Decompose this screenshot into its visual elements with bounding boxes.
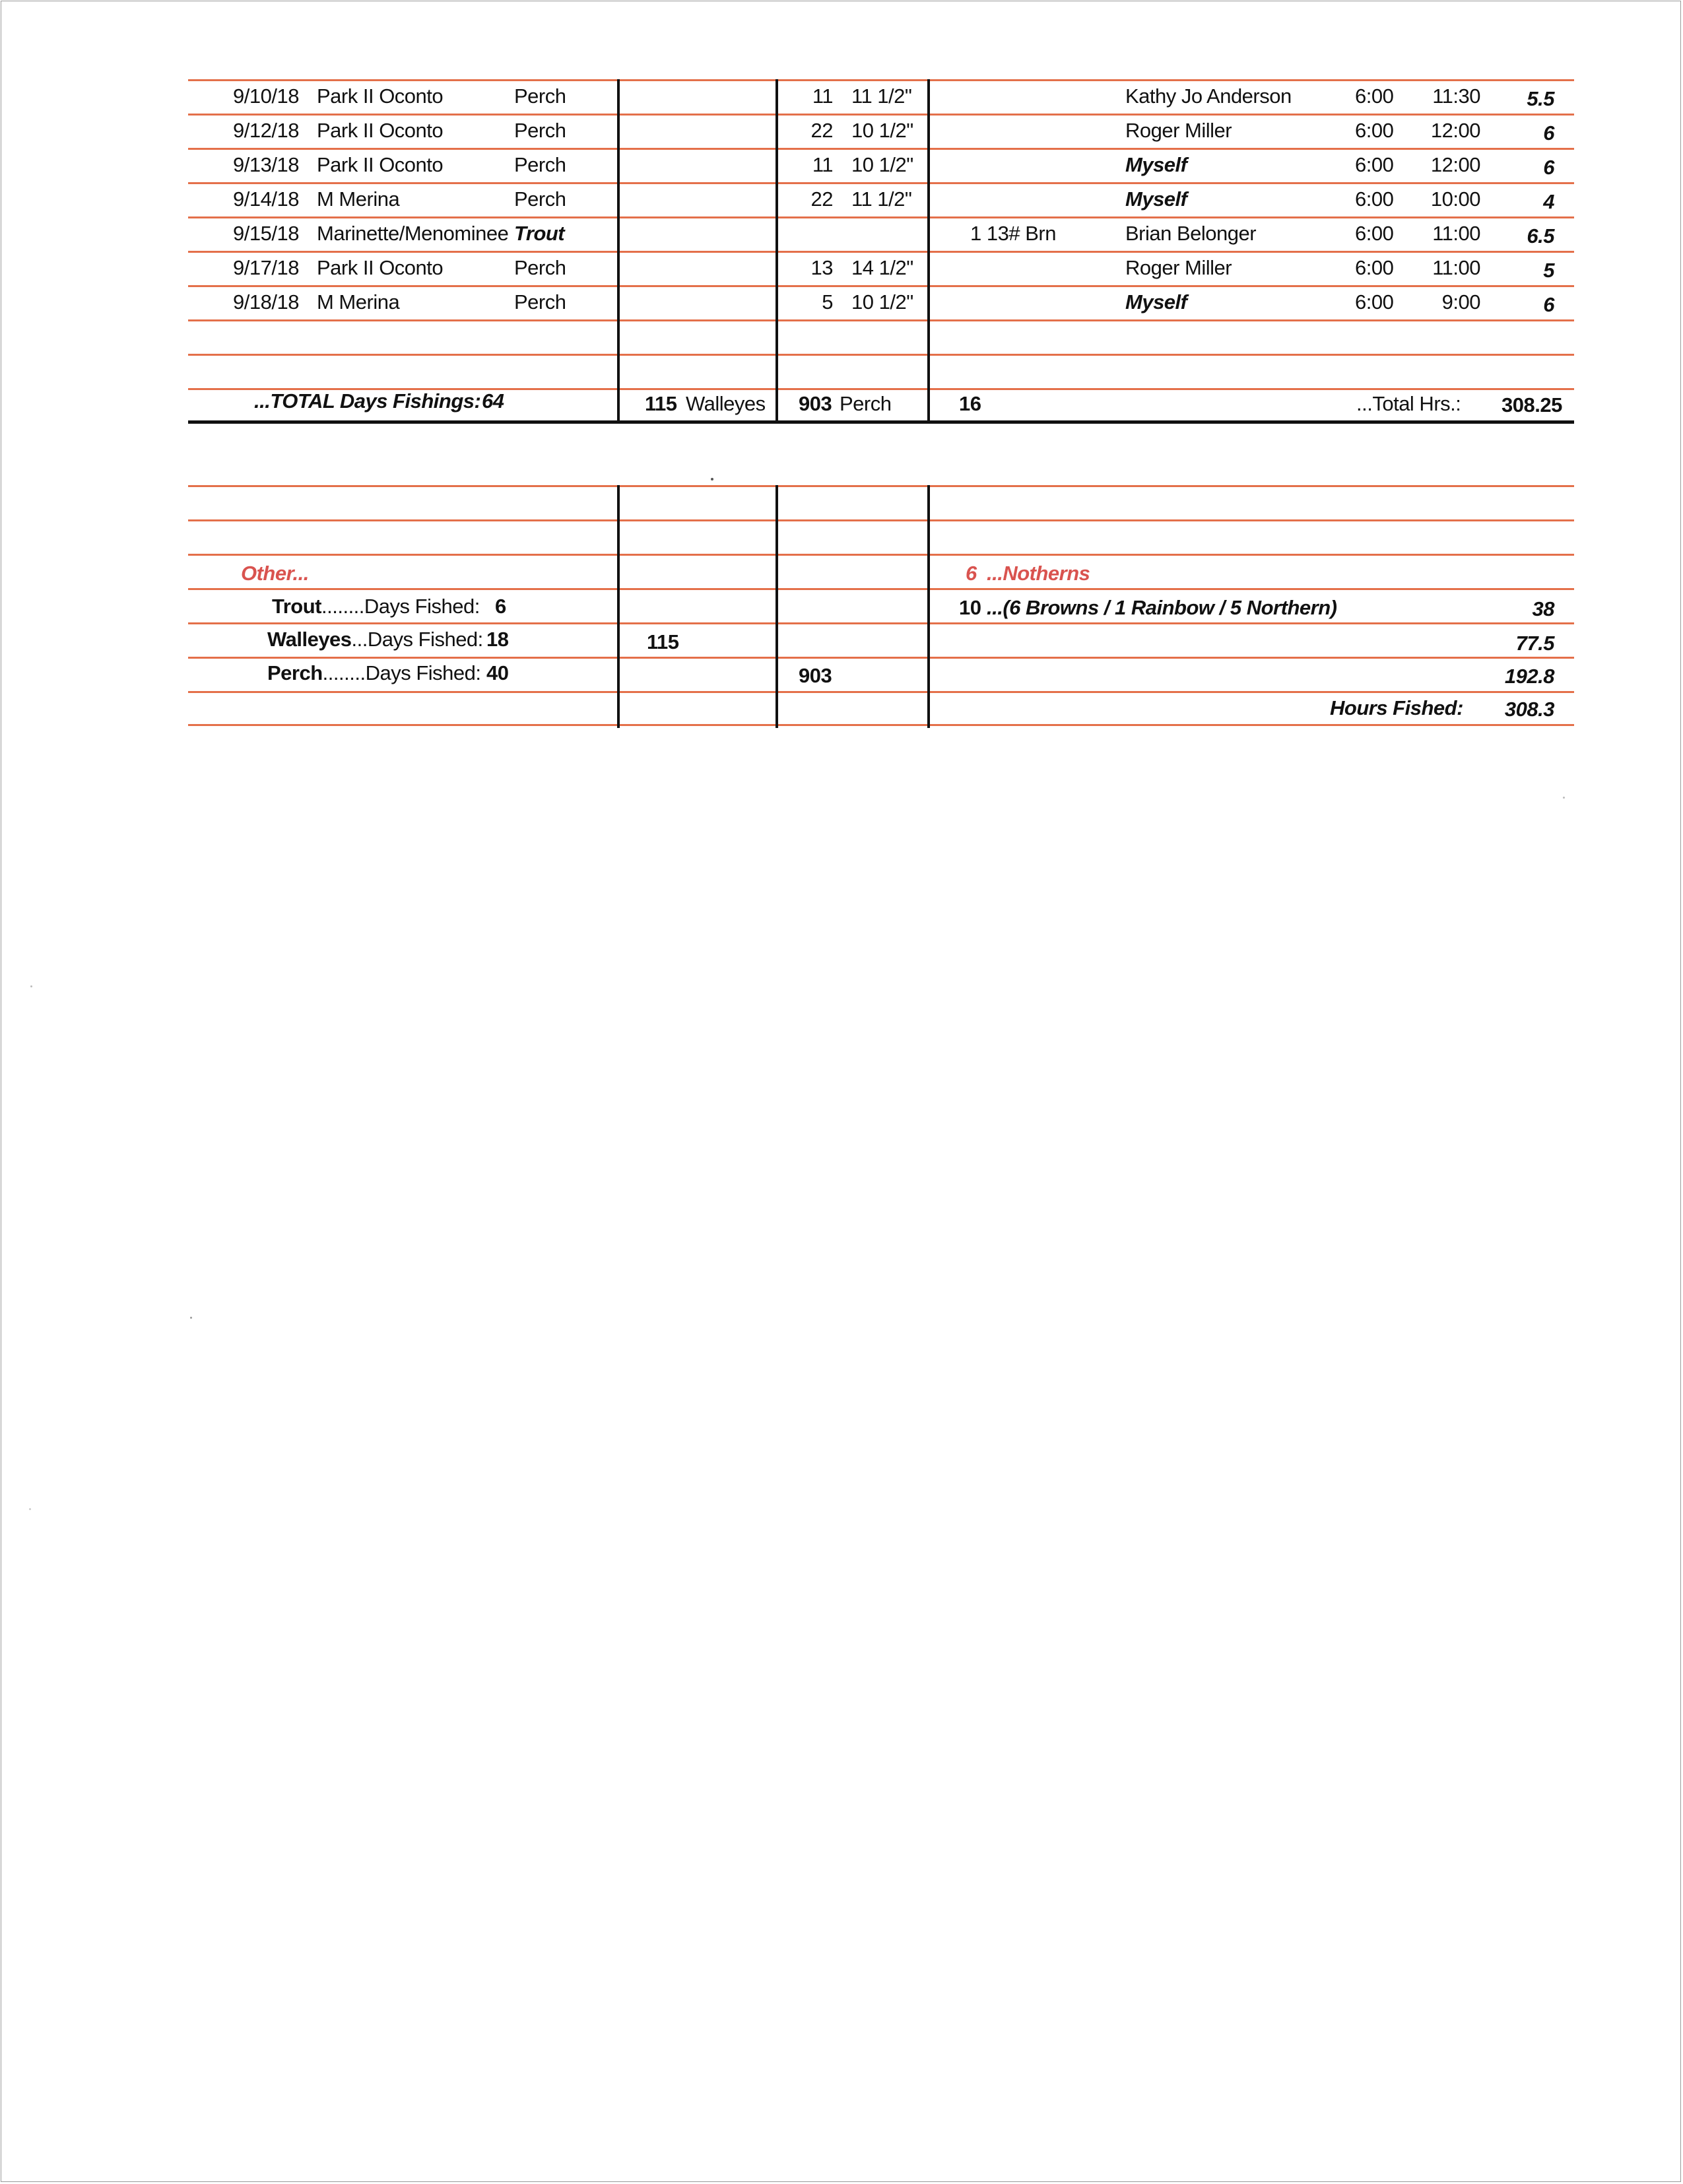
- species-cell: Perch: [514, 119, 566, 142]
- walleyes-leader: ...: [351, 628, 368, 651]
- scan-speck: [1563, 797, 1565, 799]
- date-cell: 9/17/18: [233, 256, 299, 279]
- column-divider: [776, 79, 778, 422]
- season-summary-table: [188, 479, 1574, 729]
- species-cell: Perch: [514, 84, 566, 108]
- end-time-cell: 11:00: [1432, 222, 1480, 245]
- trout-detail: ...(6 Browns / 1 Rainbow / 5 Northern): [987, 596, 1337, 619]
- total-perch-number: 903: [799, 392, 832, 415]
- perch-size-cell: 11 1/2": [851, 187, 912, 211]
- perch-size-cell: 10 1/2": [851, 119, 913, 142]
- species-cell: Perch: [514, 256, 566, 279]
- rule-line: [188, 724, 1574, 726]
- perch-count-cell: 22: [810, 119, 833, 142]
- end-time-cell: 11:30: [1432, 84, 1480, 108]
- start-time-cell: 6:00: [1355, 290, 1394, 314]
- species-cell: Perch: [514, 290, 566, 314]
- trout-days-value: 6: [495, 595, 506, 618]
- trout-count: 10: [959, 596, 981, 619]
- start-time-cell: 6:00: [1355, 222, 1394, 245]
- trout-hours: 38: [1532, 597, 1554, 620]
- species-cell: Trout: [514, 222, 565, 245]
- rule-line: [188, 182, 1574, 184]
- location-cell: Park II Oconto: [317, 119, 444, 142]
- hours-fished-label: Hours Fished:: [1330, 696, 1463, 719]
- perch-summary-label: [267, 661, 480, 685]
- hours-cell: 5.5: [1527, 87, 1554, 110]
- total-hours-value: 308.25: [1502, 393, 1562, 416]
- perch-leader: ........: [322, 661, 366, 684]
- walleyes-days-value: 18: [486, 628, 509, 651]
- perch-count-cell: 11: [812, 84, 833, 108]
- trout-days-label: Days Fished:: [364, 595, 480, 618]
- perch-days-value: 40: [486, 661, 509, 684]
- total-days-value: 64: [482, 389, 504, 413]
- perch-count-cell: 5: [822, 290, 833, 314]
- rule-line: [188, 251, 1574, 253]
- rule-line: [188, 485, 1574, 487]
- perch-count-cell: 13: [810, 256, 833, 279]
- end-time-cell: 9:00: [1441, 290, 1480, 314]
- location-cell: Park II Oconto: [317, 256, 444, 279]
- partner-cell: Myself: [1125, 290, 1187, 314]
- total-hours-label: ...Total Hrs.:: [1356, 392, 1461, 415]
- start-time-cell: 6:00: [1355, 153, 1394, 176]
- location-cell: M Merina: [317, 290, 400, 314]
- walleyes-name: Walleyes: [267, 628, 352, 651]
- date-cell: 9/12/18: [233, 119, 299, 142]
- hours-cell: 6: [1543, 156, 1554, 179]
- perch-name: Perch: [267, 661, 323, 684]
- end-time-cell: 11:00: [1432, 256, 1480, 279]
- location-cell: Park II Oconto: [317, 153, 444, 176]
- species-cell: Perch: [514, 187, 566, 211]
- rule-line: [188, 519, 1574, 521]
- hours-cell: 5: [1543, 259, 1554, 282]
- start-time-cell: 6:00: [1355, 119, 1394, 142]
- scan-speck: [29, 1508, 31, 1510]
- scan-speck: [190, 1317, 192, 1319]
- rule-line: [188, 622, 1574, 624]
- rule-line: [188, 691, 1574, 693]
- northerns-count: 6: [966, 562, 977, 585]
- rule-line: [188, 319, 1574, 321]
- total-rule-line: [188, 420, 1574, 424]
- end-time-cell: 12:00: [1430, 119, 1480, 142]
- total-walleyes-number: 115: [645, 392, 677, 415]
- hours-cell: 6: [1543, 293, 1554, 316]
- total-days-label: ...TOTAL Days Fishings:: [254, 389, 481, 413]
- start-time-cell: 6:00: [1355, 256, 1394, 279]
- start-time-cell: 6:00: [1355, 84, 1394, 108]
- end-time-cell: 10:00: [1430, 187, 1480, 211]
- location-cell: M Merina: [317, 187, 400, 211]
- end-time-cell: 12:00: [1430, 153, 1480, 176]
- partner-cell: Kathy Jo Anderson: [1125, 84, 1292, 108]
- total-other-number: 16: [959, 392, 981, 415]
- perch-count-cell: 11: [812, 153, 833, 176]
- partner-cell: Roger Miller: [1125, 256, 1232, 279]
- rule-line: [188, 285, 1574, 287]
- perch-total: 903: [799, 664, 832, 687]
- hours-cell: 6.5: [1527, 224, 1554, 248]
- total-perch-label: Perch: [840, 392, 892, 415]
- date-cell: 9/13/18: [233, 153, 299, 176]
- location-cell: Marinette/Menominee: [317, 222, 509, 245]
- date-cell: 9/10/18: [233, 84, 299, 108]
- rule-line: [188, 554, 1574, 556]
- perch-days-label: Days Fished:: [365, 661, 481, 684]
- northerns-heading: ...Notherns: [987, 562, 1090, 585]
- walleyes-days-label: Days Fished:: [367, 628, 483, 651]
- other-catch-cell: 1 13# Brn: [970, 222, 1056, 245]
- date-cell: 9/15/18: [233, 222, 299, 245]
- date-cell: 9/18/18: [233, 290, 299, 314]
- perch-size-cell: 10 1/2": [851, 153, 913, 176]
- rule-line: [188, 657, 1574, 659]
- partner-cell: Myself: [1125, 153, 1187, 176]
- walleyes-total: 115: [647, 630, 679, 653]
- walleyes-summary-label: [267, 628, 483, 651]
- perch-count-cell: 22: [810, 187, 833, 211]
- rule-line: [188, 79, 1574, 81]
- column-divider: [776, 485, 778, 728]
- column-divider: [927, 79, 930, 422]
- fishing-log-table: [188, 73, 1574, 429]
- column-divider: [617, 79, 620, 422]
- perch-size-cell: 11 1/2": [851, 84, 912, 108]
- partner-cell: Roger Miller: [1125, 119, 1232, 142]
- location-cell: Park II Oconto: [317, 84, 444, 108]
- trout-summary-label: [272, 595, 480, 618]
- scan-speck: [30, 985, 32, 987]
- perch-hours: 192.8: [1504, 665, 1554, 688]
- other-heading: Other...: [241, 562, 309, 585]
- column-divider: [927, 485, 930, 728]
- date-cell: 9/14/18: [233, 187, 299, 211]
- perch-size-cell: 10 1/2": [851, 290, 913, 314]
- partner-cell: Brian Belonger: [1125, 222, 1257, 245]
- trout-name: Trout: [272, 595, 321, 618]
- hours-cell: 4: [1543, 190, 1554, 213]
- walleyes-hours: 77.5: [1515, 632, 1554, 655]
- perch-size-cell: 14 1/2": [851, 256, 913, 279]
- hours-fished-value: 308.3: [1504, 698, 1554, 721]
- species-cell: Perch: [514, 153, 566, 176]
- rule-line: [188, 114, 1574, 116]
- rule-line: [188, 588, 1574, 590]
- start-time-cell: 6:00: [1355, 187, 1394, 211]
- rule-line: [188, 354, 1574, 356]
- rule-line: [188, 216, 1574, 218]
- partner-cell: Myself: [1125, 187, 1187, 211]
- rule-line: [188, 148, 1574, 150]
- total-walleyes-label: Walleyes: [686, 392, 766, 415]
- trout-leader: ........: [321, 595, 364, 618]
- column-divider: [617, 485, 620, 728]
- hours-cell: 6: [1543, 121, 1554, 145]
